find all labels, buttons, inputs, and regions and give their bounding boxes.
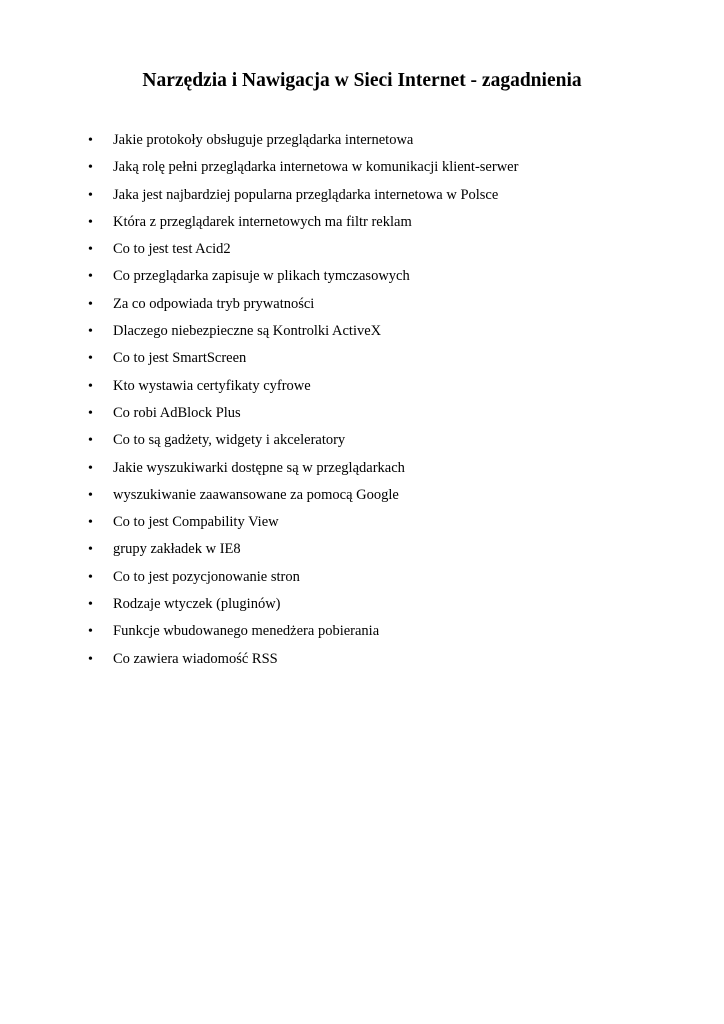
bullet-icon: • xyxy=(88,405,93,421)
list-item-text: Jaka jest najbardziej popularna przeglądarka internetowa w Polsce xyxy=(113,186,499,203)
list-item-text: wyszukiwanie zaawansowane za pomocą Google xyxy=(113,486,399,503)
list-item-text: Co to jest pozycjonowanie stron xyxy=(113,568,300,585)
list-item-text: Co zawiera wiadomość RSS xyxy=(113,650,278,667)
bullet-icon: • xyxy=(88,187,93,203)
list-item-text: Kto wystawia certyfikaty cyfrowe xyxy=(113,377,311,394)
bullet-icon: • xyxy=(88,269,93,285)
document-title: Narzędzia i Nawigacja w Sieci Internet - zagadnienia xyxy=(142,70,582,91)
list-item-text: Funkcje wbudowanego menedżera pobierania xyxy=(113,623,380,640)
list-item-text: Co przeglądarka zapisuje w plikach tymczasowych xyxy=(113,268,410,285)
list-item-text: Dlaczego niebezpieczne są Kontrolki ActiveX xyxy=(113,323,382,340)
bullet-icon: • xyxy=(88,378,93,394)
list-item-text: Jakie protokoły obsługuje przeglądarka internetowa xyxy=(113,132,414,148)
bullet-icon: • xyxy=(88,133,93,148)
list-item-text: Co robi AdBlock Plus xyxy=(113,404,241,421)
bullet-icon: • xyxy=(88,242,93,258)
list-item-text: Rodzaje wtyczek (pluginów) xyxy=(113,596,281,613)
bullet-icon: • xyxy=(88,515,93,531)
list-item-text: Co to jest Compability View xyxy=(113,514,279,531)
bullet-icon: • xyxy=(88,296,93,312)
bullet-icon: • xyxy=(88,433,93,449)
bullet-icon: • xyxy=(88,487,93,503)
list-item-text: Co to jest test Acid2 xyxy=(113,241,231,258)
list-item-text: Co to jest SmartScreen xyxy=(113,350,247,367)
bullet-icon: • xyxy=(88,569,93,585)
bullet-icon: • xyxy=(88,214,93,230)
list-item-text: Która z przeglądarek internetowych ma filtr reklam xyxy=(113,213,412,230)
bullet-icon: • xyxy=(88,160,93,176)
bullet-icon: • xyxy=(88,597,93,613)
bullet-icon: • xyxy=(88,651,93,667)
list-item-text: Jaką rolę pełni przeglądarka internetowa w komunikacji klient-serwer xyxy=(113,159,519,176)
bullet-icon: • xyxy=(88,351,93,367)
bullet-icon: • xyxy=(88,542,93,558)
list-item-text: Za co odpowiada tryb prywatności xyxy=(113,295,315,312)
list-item-text: Jakie wyszukiwarki dostępne są w przeglądarkach xyxy=(113,459,405,476)
bullet-icon: • xyxy=(88,324,93,340)
list-item-text: Co to są gadżety, widgety i akceleratory xyxy=(113,432,346,449)
list-item-text: grupy zakładek w IE8 xyxy=(113,541,241,558)
bullet-icon: • xyxy=(88,624,93,640)
bullet-icon: • xyxy=(88,460,93,476)
